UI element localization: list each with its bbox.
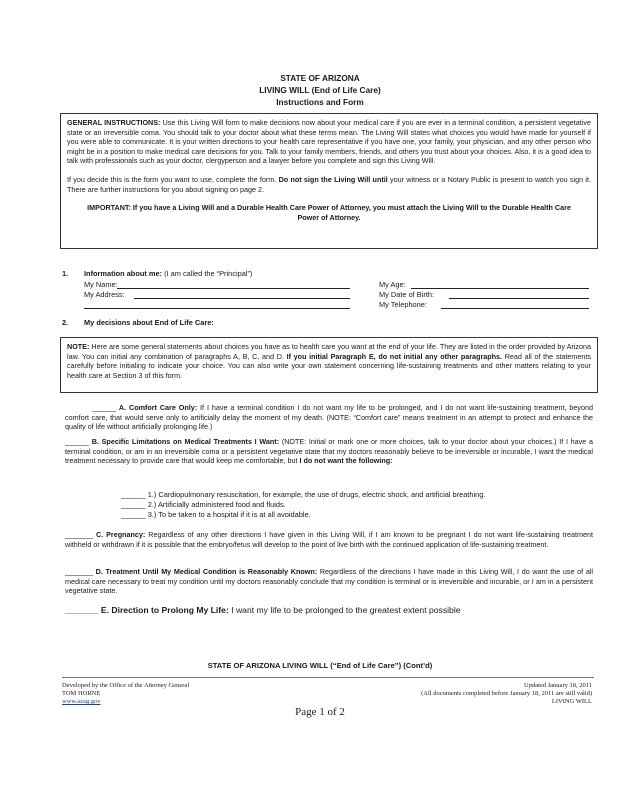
general-instructions-box <box>60 113 598 249</box>
signing-text-end: your witness or a Notary Public is present to watch you sign it. There are further instructions for you about signing on page 2. <box>67 174 592 194</box>
age-label: My Age: <box>379 280 406 289</box>
option-d <box>65 567 593 596</box>
dob-label: My Date of Birth: <box>379 290 435 299</box>
address-label: My Address: <box>84 290 125 299</box>
page-number: Page 1 of 2 <box>295 706 345 718</box>
important-notice: IMPORTANT: If you have a Living Will and a Durable Health Care Power of Attorney, you must attach the Living Will to the Durable Health Care Power of Attorney. <box>87 203 571 222</box>
section1-title: Information about me: <box>84 269 163 278</box>
section2-number: 2. <box>62 318 69 327</box>
option-b-sub1[interactable]: ______ 1.) Cardiopulmonary resuscitation, for example, the use of drugs, electric shock, and artificial breathing. <box>121 490 486 499</box>
continued-heading: STATE OF ARIZONA LIVING WILL (“End of Life Care”) (Cont’d) <box>207 661 433 670</box>
phone-field[interactable] <box>441 300 589 309</box>
address-field-line2[interactable] <box>84 300 350 309</box>
option-e-initial[interactable]: _______ <box>65 605 99 615</box>
dob-field[interactable] <box>449 290 589 299</box>
option-b <box>65 437 593 466</box>
section1-subtitle: (I am called the “Principal”) <box>162 269 253 278</box>
note-box <box>60 337 598 393</box>
section1-heading <box>84 269 252 279</box>
doc-subtitle: LIVING WILL (End of Life Care) <box>259 85 381 95</box>
signing-paragraph <box>67 175 591 194</box>
note-paragraph <box>67 342 591 380</box>
footer-name: TOM HORNE <box>62 690 101 697</box>
section1-number: 1. <box>62 269 69 278</box>
option-e <box>65 605 461 616</box>
option-d-initial[interactable]: _______ <box>65 567 93 576</box>
footer-form-name: LIVING WILL <box>551 698 592 705</box>
note-label: NOTE: <box>67 342 90 351</box>
instructions-label: GENERAL INSTRUCTIONS: <box>67 118 161 127</box>
option-c-initial[interactable]: _______ <box>65 530 93 539</box>
option-b-bold: I do not want the following: <box>299 456 393 466</box>
footer-divider <box>62 677 594 678</box>
option-c <box>65 530 593 549</box>
note-text-2: Read all of the statements carefully before initialing to indicate your choice. You can also write your own statement concerning life-sustaining treatments and other matters relating to your health care at Section 3 of this form. <box>67 351 591 380</box>
address-field-line1[interactable] <box>134 290 350 299</box>
option-a <box>65 403 593 432</box>
option-c-label: C. Pregnancy: <box>95 530 146 539</box>
option-b-initial[interactable]: ______ <box>65 437 89 446</box>
note-text: Here are some general statements about choices you have as to health care you want at the end of your life. They are listed in the order provided by Arizona law. You can initial any combination of paragraphs A, B, C, and D. <box>67 342 591 361</box>
signing-text-start: If you decide this is the form you want to use, complete the form. <box>67 174 279 184</box>
option-b-text: (NOTE: Initial or mark one or more choices, talk to your doctor about your choices.) If I have a terminal condition, or am in an irreversible coma or a persistent vegetative state that my doctors reasonably believe to be irreversible or incurable, I want the medical treatment necessary to provide care that would keep me comfortable, but <box>65 437 593 466</box>
footer-validity-note: (All documents completed before January 18, 2011 are still valid) <box>421 690 592 697</box>
section2-title: My decisions about End of Life Care: <box>84 318 214 327</box>
signing-text-bold: Do not sign the Living Will until <box>278 174 388 184</box>
name-label: My Name: <box>84 280 118 289</box>
option-c-text: Regardless of any other directions I have given in this Living Will, if I am known to be pregnant I do not want life-sustaining treatment withheld or withdrawn if it is possible that the embryo/fetus will develop to the point of live birth with the continued application of life-sustaining treatment. <box>65 530 593 549</box>
option-d-text: Regardless of the directions I have made in this Living Will, I do want the use of all medical care necessary to treat my condition until my doctors reasonably conclude that my condition is terminal or is irreversible and incurable, or I am in a persistent vegetative state. <box>65 567 594 596</box>
name-row <box>84 280 118 290</box>
footer-developer: Developed by the Office of the Attorney General <box>62 682 190 689</box>
option-d-label: D. Treatment Until My Medical Condition is Reasonably Known: <box>95 567 318 576</box>
doc-title: STATE OF ARIZONA <box>280 73 360 83</box>
age-field[interactable] <box>411 280 589 289</box>
option-b-label: B. Specific Limitations on Medical Treatments I Want: <box>91 437 280 446</box>
option-b-sub3[interactable]: ______ 3.) To be taken to a hospital if it is at all avoidable. <box>121 510 311 519</box>
address-row <box>84 290 125 300</box>
instructions-paragraph <box>67 118 591 166</box>
name-field[interactable] <box>117 280 350 289</box>
note-bold: If you initial Paragraph E, do not initial any other paragraphs. <box>286 351 503 361</box>
instructions-text: Use this Living Will form to make decisions now about your medical care if you are ever in a terminal condition, a persistent vegetative state or an irreversible coma. You should talk to your doctor about what these terms mean. The Living Will states what choices you would have made for yourself if you were able to communicate. It is your written directions to your health care representative if you have one, your family, your physician, and any other person who might be in a position to make medical care decisions for you. Talk to your family members, friends, and others you trust about your choices. Also, it is a good idea to talk with professionals such as your doctor, clergyperson and a lawyer before you complete and sign this Living Will. <box>67 118 591 166</box>
option-a-text: If I have a terminal condition I do not want my life to be prolonged, and I do not want life-sustaining treatment, beyond comfort care, that would serve only to artificially delay the moment of my death. (NOTE: “Comfort care” means treatment in an attempt to protect and enhance the quality of life without artificially prolonging life.) <box>65 403 593 432</box>
option-e-label: E. Direction to Prolong My Life: <box>98 605 229 615</box>
option-e-text: I want my life to be prolonged to the greatest extent possible <box>228 605 461 615</box>
doc-subheading: Instructions and Form <box>276 97 364 107</box>
phone-label: My Telephone: <box>379 300 427 309</box>
footer-updated: Updated January 18, 2011 <box>524 682 592 689</box>
footer-website-link[interactable]: www.azag.gov <box>62 698 101 705</box>
option-a-label: A. Comfort Care Only: <box>118 403 198 412</box>
option-a-initial[interactable]: ______ <box>92 403 116 412</box>
option-b-sub2[interactable]: ______ 2.) Artificially administered food and fluids. <box>121 500 286 509</box>
